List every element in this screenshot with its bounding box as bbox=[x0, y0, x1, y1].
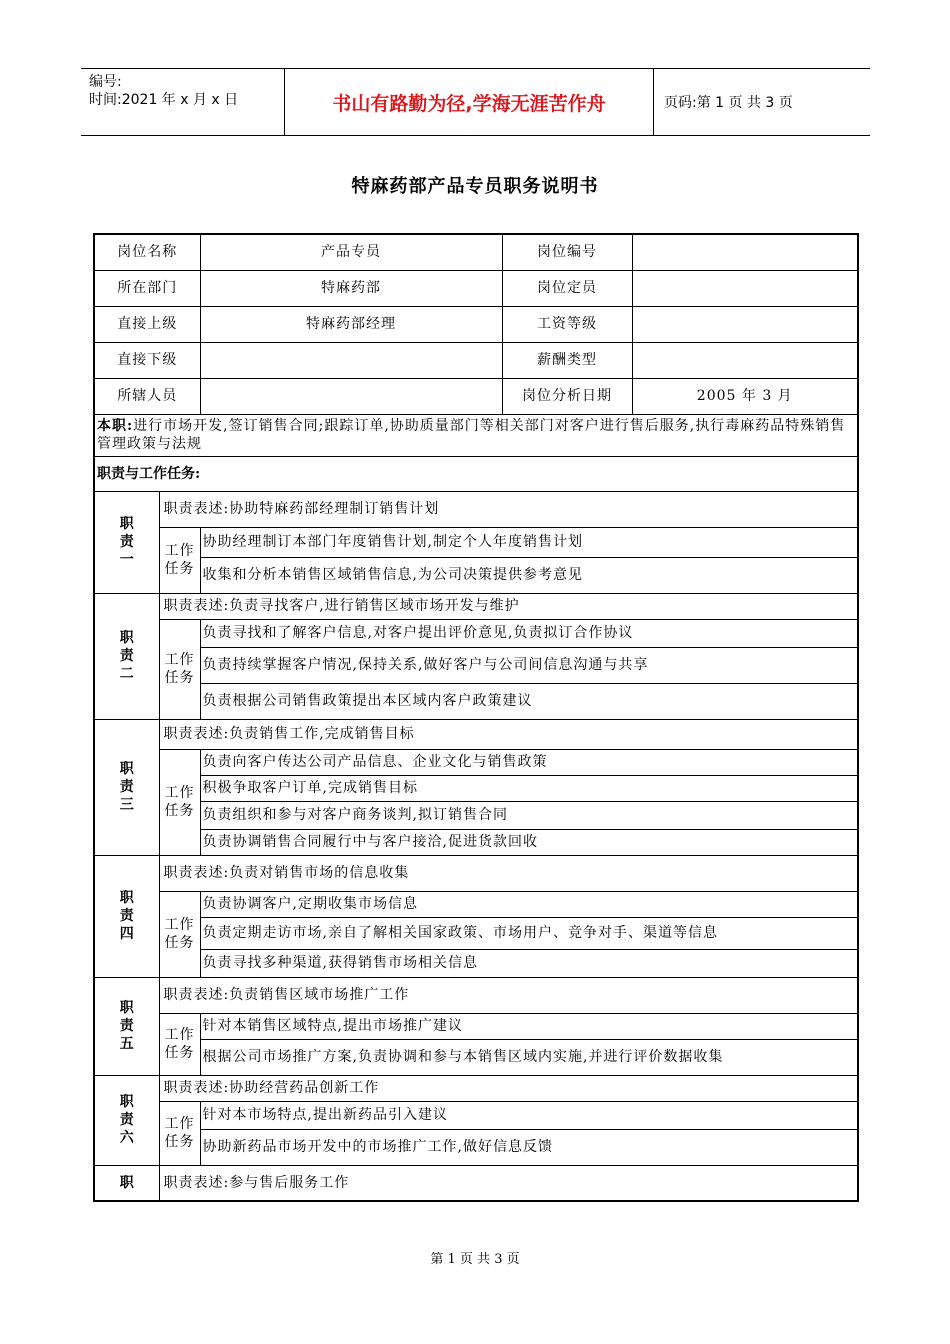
info-label: 工资等级 bbox=[502, 306, 632, 342]
work-label-line: 工作 bbox=[164, 652, 195, 668]
task-row bbox=[94, 829, 858, 855]
duty-label-char: 责 bbox=[119, 534, 134, 550]
duty-label bbox=[94, 1165, 159, 1201]
task-item: 负责组织和参与对客户商务谈判,拟订销售合同 bbox=[200, 801, 858, 829]
duty-statement: 职责表述:负责寻找客户,进行销售区域市场开发与维护 bbox=[159, 593, 858, 619]
duty-label bbox=[94, 977, 159, 1075]
task-item: 负责寻找多种渠道,获得销售市场相关信息 bbox=[200, 949, 858, 977]
task-row bbox=[94, 749, 858, 775]
work-task-label bbox=[159, 619, 200, 719]
duty-label-char: 六 bbox=[119, 1130, 134, 1146]
duty-label-char: 三 bbox=[119, 797, 134, 813]
work-task-label bbox=[159, 891, 200, 977]
duties-section bbox=[94, 491, 858, 1201]
summary-row bbox=[94, 414, 858, 456]
info-row bbox=[94, 234, 858, 270]
task-row bbox=[94, 527, 858, 557]
page-header bbox=[81, 68, 870, 136]
document-number-label: 编号: bbox=[89, 74, 122, 90]
work-label-line: 任务 bbox=[164, 935, 195, 951]
duty-label-char: 职 bbox=[119, 890, 134, 906]
duty-label-char: 二 bbox=[119, 666, 134, 682]
work-label-line: 任务 bbox=[164, 670, 195, 686]
task-item: 针对本销售区域特点,提出市场推广建议 bbox=[200, 1013, 858, 1039]
work-label-line: 工作 bbox=[164, 1027, 195, 1043]
info-value: 特麻药部经理 bbox=[200, 306, 502, 342]
duty-statement: 职责表述:协助特麻药部经理制订销售计划 bbox=[159, 491, 858, 527]
task-row bbox=[94, 1129, 858, 1165]
duty-label bbox=[94, 593, 159, 719]
work-label-line: 任务 bbox=[164, 561, 195, 577]
info-label: 所辖人员 bbox=[94, 378, 200, 414]
task-row bbox=[94, 891, 858, 917]
info-row bbox=[94, 342, 858, 378]
task-item: 根据公司市场推广方案,负责协调和参与本销售区域内实施,并进行评价数据收集 bbox=[200, 1039, 858, 1075]
task-item: 协助新药品市场开发中的市场推广工作,做好信息反馈 bbox=[200, 1129, 858, 1165]
document-title: 特麻药部产品专员职务说明书 bbox=[351, 176, 599, 197]
duty-label-char: 责 bbox=[119, 1112, 134, 1128]
task-row bbox=[94, 619, 858, 647]
info-value bbox=[632, 270, 858, 306]
task-row bbox=[94, 647, 858, 683]
header-left-cell bbox=[81, 69, 284, 135]
work-label-line: 工作 bbox=[164, 543, 195, 559]
info-value bbox=[200, 342, 502, 378]
duty-label-char: 责 bbox=[119, 908, 134, 924]
info-value bbox=[632, 342, 858, 378]
duty-statement-row bbox=[94, 1075, 858, 1101]
info-label: 岗位分析日期 bbox=[502, 378, 632, 414]
duty-label-char: 五 bbox=[119, 1036, 134, 1052]
duty-statement-row bbox=[94, 719, 858, 749]
info-value: 特麻药部 bbox=[200, 270, 502, 306]
duty-label-char: 职 bbox=[119, 1174, 134, 1191]
duty-label-char: 责 bbox=[119, 648, 134, 664]
work-task-label bbox=[159, 1101, 200, 1165]
task-row bbox=[94, 683, 858, 719]
work-task-label bbox=[159, 749, 200, 855]
duties-heading: 职责与工作任务: bbox=[94, 456, 858, 491]
summary-cell bbox=[94, 414, 858, 456]
duty-statement-row bbox=[94, 593, 858, 619]
task-row bbox=[94, 1101, 858, 1129]
task-item: 收集和分析本销售区域销售信息,为公司决策提供参考意见 bbox=[200, 557, 858, 593]
page-footer: 第 1 页 共 3 页 bbox=[430, 1252, 520, 1267]
info-row bbox=[94, 270, 858, 306]
task-item: 负责协调销售合同履行中与客户接洽,促进货款回收 bbox=[200, 829, 858, 855]
task-row bbox=[94, 949, 858, 977]
task-row bbox=[94, 557, 858, 593]
work-task-label bbox=[159, 1013, 200, 1075]
work-label-line: 工作 bbox=[164, 785, 195, 801]
header-page-number: 页码:第 1 页 共 3 页 bbox=[664, 95, 793, 111]
info-label: 薪酬类型 bbox=[502, 342, 632, 378]
info-label: 岗位定员 bbox=[502, 270, 632, 306]
task-row bbox=[94, 917, 858, 949]
task-item: 针对本市场特点,提出新药品引入建议 bbox=[200, 1101, 858, 1129]
duty-label bbox=[94, 855, 159, 977]
job-description-table bbox=[93, 233, 859, 1202]
info-label: 直接下级 bbox=[94, 342, 200, 378]
duty-label-char: 职 bbox=[119, 761, 134, 777]
info-label: 岗位编号 bbox=[502, 234, 632, 270]
duty-statement-row bbox=[94, 1165, 858, 1201]
task-item: 负责持续掌握客户情况,保持关系,做好客户与公司间信息沟通与共享 bbox=[200, 647, 858, 683]
task-item: 负责定期走访市场,亲自了解相关国家政策、市场用户、竞争对手、渠道等信息 bbox=[200, 917, 858, 949]
summary-label: 本职: bbox=[97, 418, 134, 434]
info-value bbox=[632, 234, 858, 270]
info-label: 直接上级 bbox=[94, 306, 200, 342]
duty-label bbox=[94, 1075, 159, 1165]
info-label: 岗位名称 bbox=[94, 234, 200, 270]
duty-label bbox=[94, 491, 159, 593]
duty-label-char: 职 bbox=[119, 630, 134, 646]
info-value bbox=[200, 378, 502, 414]
task-row bbox=[94, 1039, 858, 1075]
task-row bbox=[94, 1013, 858, 1039]
work-label-line: 工作 bbox=[164, 1116, 195, 1132]
duty-statement: 职责表述:负责销售区域市场推广工作 bbox=[159, 977, 858, 1013]
task-item: 协助经理制订本部门年度销售计划,制定个人年度销售计划 bbox=[200, 527, 858, 557]
work-label-line: 任务 bbox=[164, 1045, 195, 1061]
document-time-label: 时间:2021 年 x 月 x 日 bbox=[89, 92, 239, 108]
duty-statement-row bbox=[94, 855, 858, 891]
duty-label-char: 职 bbox=[119, 1094, 134, 1110]
summary-text: 进行市场开发,签订销售合同;跟踪订单,协助质量部门等相关部门对客户进行售后服务,执行毒麻药品特殊销售管理政策与法规 bbox=[97, 418, 846, 452]
task-item: 积极争取客户订单,完成销售目标 bbox=[200, 775, 858, 801]
task-item: 负责根据公司销售政策提出本区域内客户政策建议 bbox=[200, 683, 858, 719]
duty-statement: 职责表述:参与售后服务工作 bbox=[159, 1165, 858, 1201]
task-item: 负责向客户传达公司产品信息、企业文化与销售政策 bbox=[200, 749, 858, 775]
duty-statement: 职责表述:负责对销售市场的信息收集 bbox=[159, 855, 858, 891]
work-label-line: 工作 bbox=[164, 917, 195, 933]
duty-label-char: 四 bbox=[119, 926, 134, 942]
info-label: 所在部门 bbox=[94, 270, 200, 306]
info-row bbox=[94, 306, 858, 342]
duty-statement: 职责表述:负责销售工作,完成销售目标 bbox=[159, 719, 858, 749]
duty-label-char: 一 bbox=[119, 552, 134, 568]
work-label-line: 任务 bbox=[164, 803, 195, 819]
header-motto: 书山有路勤为径,学海无涯苦作舟 bbox=[284, 69, 654, 135]
duty-label-char: 职 bbox=[119, 516, 134, 532]
duty-statement-row bbox=[94, 491, 858, 527]
duty-label bbox=[94, 719, 159, 855]
info-value bbox=[632, 306, 858, 342]
duty-label-char: 责 bbox=[119, 1018, 134, 1034]
work-task-label bbox=[159, 527, 200, 593]
work-label-line: 任务 bbox=[164, 1134, 195, 1150]
info-value: 产品专员 bbox=[200, 234, 502, 270]
task-item: 负责协调客户,定期收集市场信息 bbox=[200, 891, 858, 917]
duty-statement-row bbox=[94, 977, 858, 1013]
duty-label-char: 职 bbox=[119, 1000, 134, 1016]
duty-label-char: 责 bbox=[119, 779, 134, 795]
task-row bbox=[94, 801, 858, 829]
info-value: 2005 年 3 月 bbox=[632, 378, 858, 414]
duty-statement: 职责表述:协助经营药品创新工作 bbox=[159, 1075, 858, 1101]
task-item: 负责寻找和了解客户信息,对客户提出评价意见,负责拟订合作协议 bbox=[200, 619, 858, 647]
task-row bbox=[94, 775, 858, 801]
info-row bbox=[94, 378, 858, 414]
duties-heading-row bbox=[94, 456, 858, 491]
